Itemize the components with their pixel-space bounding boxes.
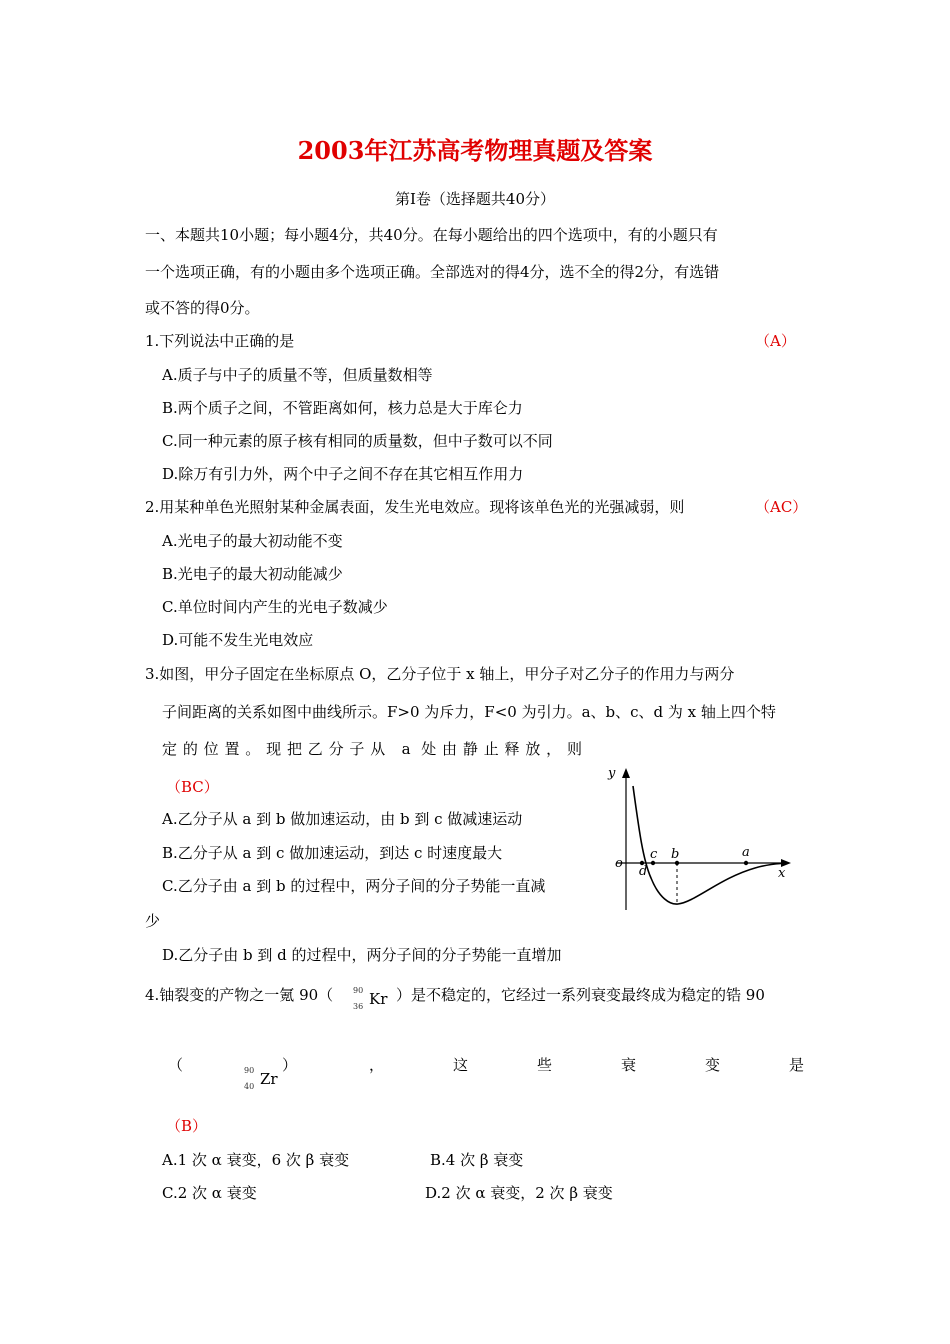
q2-option-a: A.光电子的最大初动能不变	[162, 532, 343, 550]
q1-option-b: B.两个质子之间，不管距离如何，核力总是大于库仑力	[162, 399, 523, 417]
origin-label: o	[615, 856, 623, 871]
x-axis-label: x	[778, 866, 786, 881]
section-heading: 第Ⅰ卷（选择题共40分）	[394, 190, 555, 208]
q4-option-d: D.2 次 α 衰变，2 次 β 衰变	[425, 1184, 613, 1202]
q2-option-c: C.单位时间内产生的光电子数减少	[162, 598, 388, 616]
instructions-line-1: 一、本题共10小题；每小题4分，共40分。在每小题给出的四个选项中，有的小题只有	[145, 226, 718, 244]
q4-line2-comma: ，	[369, 1056, 385, 1074]
q4-line2-open-paren: （	[168, 1056, 184, 1074]
q3-option-c: C.乙分子由 a 到 b 的过程中，两分子间的分子势能一直减	[162, 877, 546, 895]
q1-option-c: C.同一种元素的原子核有相同的质量数，但中子数可以不同	[162, 432, 553, 450]
q4-line2-word-2: 些	[537, 1056, 553, 1074]
q3-force-graph	[595, 760, 805, 920]
q3-option-a: A.乙分子从 a 到 b 做加速运动，由 b 到 c 做减速运动	[162, 810, 523, 828]
q2-stem: 2.用某种单色光照射某种金属表面，发生光电效应。现将该单色光的光强减弱，则	[145, 498, 685, 516]
q3-option-d: D.乙分子由 b 到 d 的过程中，两分子间的分子势能一直增加	[162, 946, 562, 964]
point-a	[744, 861, 748, 865]
q4-line2-word-3: 衰	[621, 1056, 637, 1074]
q4-option-a: A.1 次 α 衰变，6 次 β 衰变	[162, 1151, 350, 1169]
label-c: c	[650, 847, 658, 862]
q4-stem-part-2: ）是不稳定的，它经过一系列衰变最终成为稳定的锆 90	[396, 986, 765, 1004]
label-d: d	[639, 864, 648, 879]
q4-option-c: C.2 次 α 衰变	[162, 1184, 257, 1202]
label-b: b	[671, 847, 680, 862]
q4-line2-close-paren: ）	[282, 1056, 298, 1074]
q3-option-c-cont: 少	[145, 912, 161, 930]
instructions-line-2: 一个选项正确，有的小题由多个选项正确。全部选对的得4分，选不全的得2分，有选错	[145, 263, 720, 281]
kr-nuclide	[353, 984, 397, 1014]
kr-symbol: Kr	[369, 990, 388, 1008]
q4-stem-part-1: 4.铀裂变的产物之一氪 90（	[145, 986, 334, 1004]
q2-option-d: D.可能不发生光电效应	[162, 631, 314, 649]
q3-answer: （BC）	[166, 778, 219, 796]
q3-option-b: B.乙分子从 a 到 c 做加速运动，到达 c 时速度最大	[162, 844, 503, 862]
q3-stem-line-2: 子间距离的关系如图中曲线所示。F>0 为斥力，F<0 为引力。a、b、c、d 为 x 轴上四个特	[162, 703, 776, 721]
q4-option-b: B.4 次 β 衰变	[430, 1151, 524, 1169]
force-curve	[633, 786, 781, 904]
y-axis-arrow	[622, 768, 630, 778]
q2-option-b: B.光电子的最大初动能减少	[162, 565, 343, 583]
instructions-line-3: 或不答的得0分。	[145, 299, 260, 317]
q4-line2-word-5: 是	[789, 1056, 805, 1074]
q1-stem: 1.下列说法中正确的是	[145, 332, 295, 350]
label-a: a	[742, 845, 750, 860]
zr-symbol: Zr	[260, 1070, 278, 1088]
q2-answer: （AC）	[755, 498, 808, 516]
q4-answer: （B）	[166, 1117, 208, 1135]
y-axis-label: y	[608, 766, 616, 781]
q1-answer: （A）	[755, 332, 796, 350]
q3-stem-line-3: 定的位置。现把乙分子从 a 处由静止释放，则	[162, 740, 582, 758]
kr-atomic-number: 36	[353, 1002, 364, 1011]
q3-stem-line-1: 3.如图，甲分子固定在坐标原点 O，乙分子位于 x 轴上，甲分子对乙分子的作用力与两分	[145, 665, 735, 683]
zr-mass-number: 90	[244, 1066, 255, 1075]
q4-line2-word-4: 变	[705, 1056, 721, 1074]
q1-option-a: A.质子与中子的质量不等，但质量数相等	[162, 366, 433, 384]
q4-line2-word-1: 这	[453, 1056, 469, 1074]
q1-option-d: D.除万有引力外，两个中子之间不存在其它相互作用力	[162, 465, 524, 483]
kr-mass-number: 90	[353, 986, 364, 995]
zr-atomic-number: 40	[244, 1082, 255, 1091]
page-title: 2003年江苏高考物理真题及答案	[297, 136, 653, 165]
